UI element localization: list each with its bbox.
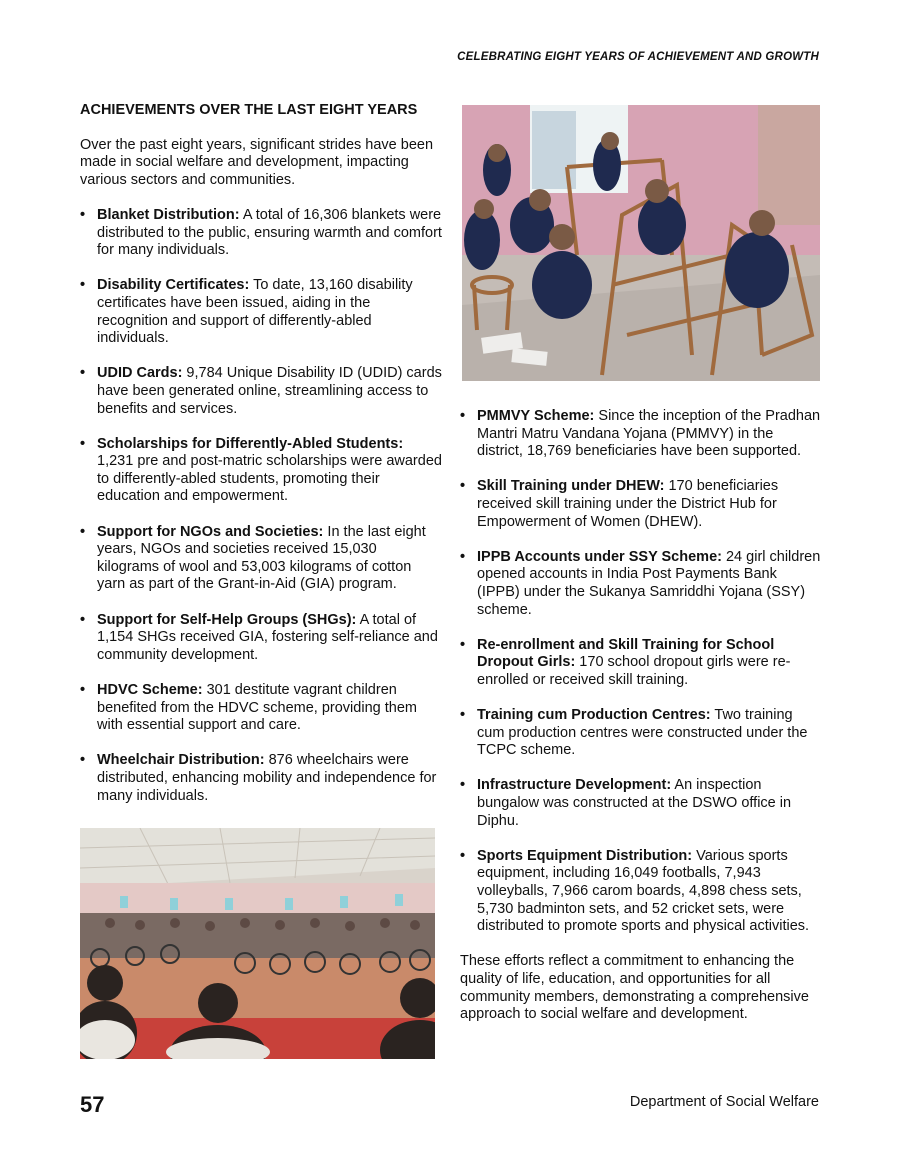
closing-paragraph: These efforts reflect a commitment to enhancing the quality of life, education, and opportunities for all community members, demonstrating a comprehensive approach to social welfare and development. — [460, 953, 809, 1023]
item-text: 876 wheelchairs were distributed, enhancing mobility and independence for many individuals. — [97, 752, 437, 804]
list-item — [80, 524, 442, 594]
item-text: 170 beneficiaries received skill training under the District Hub for Empowerment of Women (DHEW). — [477, 478, 779, 530]
bullet-icon: • — [460, 636, 466, 653]
bullet-icon: • — [80, 206, 86, 223]
item-title: Infrastructure Development: — [477, 777, 672, 794]
item-title: Sports Equipment Distribution: — [477, 847, 693, 864]
item-text: To date, 13,160 disability certificates have been issued, aiding in the recognition and support of differently-abled individuals. — [97, 277, 413, 347]
achievements-list-left — [80, 207, 442, 805]
achievements-list-right — [460, 408, 822, 936]
item-text: In the last eight years, NGOs and societies received 15,030 kilograms of wool and 53,003 kilograms of cotton yarn as part of the Grant-in-Aid (GIA) program. — [97, 523, 426, 593]
list-item — [460, 478, 822, 531]
bullet-icon: • — [80, 435, 86, 452]
item-title: Skill Training under DHEW: — [477, 478, 665, 495]
item-text: 24 girl children opened accounts in India Post Payments Bank (IPPB) under the Sukanya Samriddhi Yojana (SSY) scheme. — [477, 548, 821, 618]
running-header: CELEBRATING EIGHT YEARS OF ACHIEVEMENT AND GROWTH — [457, 51, 819, 63]
bullet-icon: • — [460, 408, 466, 424]
list-item — [80, 207, 442, 260]
item-title: Training cum Production Centres: — [477, 707, 711, 724]
item-title: HDVC Scheme: — [97, 682, 203, 698]
bullet-icon: • — [460, 707, 466, 724]
wheelchair-distribution-photo — [80, 828, 435, 1059]
bullet-icon: • — [460, 777, 466, 794]
item-text: A total of 16,306 blankets were distributed to the public, ensuring warmth and comfort for many individuals. — [97, 206, 442, 259]
list-item — [460, 549, 822, 619]
page-number: 57 — [80, 1092, 105, 1117]
item-title: UDID Cards: — [97, 365, 183, 382]
item-text: 170 school dropout girls were re-enrolled or received skill training. — [477, 654, 791, 688]
item-title: Support for Self-Help Groups (SHGs): — [97, 611, 357, 628]
item-text: A total of 1,154 SHGs received GIA, fostering self-reliance and community development. — [97, 611, 438, 663]
workshop-photo — [462, 105, 820, 381]
item-title: IPPB Accounts under SSY Scheme: — [477, 548, 722, 565]
bullet-icon: • — [460, 548, 466, 565]
bullet-icon: • — [80, 611, 86, 628]
section-title: ACHIEVEMENTS OVER THE LAST EIGHT YEARS — [80, 102, 418, 118]
list-item — [80, 612, 442, 665]
item-title: Re-enrollment and Skill Training for School Dropout Girls: — [477, 636, 775, 671]
bullet-icon: • — [80, 682, 86, 698]
department-name: Department of Social Welfare — [629, 1094, 819, 1110]
list-item — [460, 848, 822, 936]
item-text: An inspection bungalow was constructed at the DSWO office in Diphu. — [477, 777, 792, 829]
list-item — [80, 277, 442, 347]
item-title: PMMVY Scheme: — [477, 408, 595, 424]
bullet-icon: • — [80, 365, 86, 382]
bullet-icon: • — [460, 478, 466, 495]
item-title: Disability Certificates: — [97, 277, 250, 294]
item-text: 1,231 pre and post-matric scholarships were awarded to differently-abled students, promoting their education and empowerment. — [97, 453, 442, 505]
list-item — [460, 707, 822, 760]
bullet-icon: • — [80, 523, 86, 540]
item-text: Since the inception of the Pradhan Mantri Matru Vandana Yojana (PMMVY) in the district, 18,769 beneficiaries have been supported. — [477, 408, 821, 460]
bullet-icon: • — [80, 277, 86, 294]
left-column — [80, 102, 442, 823]
intro-paragraph: Over the past eight years, significant strides have been made in social welfare and development, impacting various sectors and communities. — [80, 136, 434, 188]
item-title: Support for NGOs and Societies: — [97, 523, 324, 540]
item-title: Blanket Distribution: — [97, 206, 240, 223]
list-item — [80, 365, 442, 418]
item-text: Two training cum production centres were constructed under the TCPC scheme. — [477, 707, 808, 759]
list-item — [80, 752, 442, 805]
list-item — [80, 436, 442, 506]
list-item — [460, 408, 822, 461]
item-text: 301 destitute vagrant children benefited from the HDVC scheme, providing them with essential support and care. — [97, 682, 417, 734]
item-title: Scholarships for Differently-Abled Students: — [97, 435, 404, 452]
list-item — [460, 777, 822, 830]
item-title: Wheelchair Distribution: — [97, 752, 265, 769]
list-item — [460, 637, 822, 690]
bullet-icon: • — [80, 752, 86, 769]
list-item — [80, 682, 442, 735]
right-column — [460, 408, 822, 1041]
bullet-icon: • — [460, 847, 466, 864]
item-text: Various sports equipment, including 16,049 footballs, 7,943 volleyballs, 7,966 carom boards, 4,898 chess sets, 5,730 badminton sets, and 52 cricket sets, were distributed to promote sports and physical activities. — [477, 847, 810, 935]
item-text: 9,784 Unique Disability ID (UDID) cards have been generated online, streamlining access to benefits and services. — [97, 365, 442, 417]
